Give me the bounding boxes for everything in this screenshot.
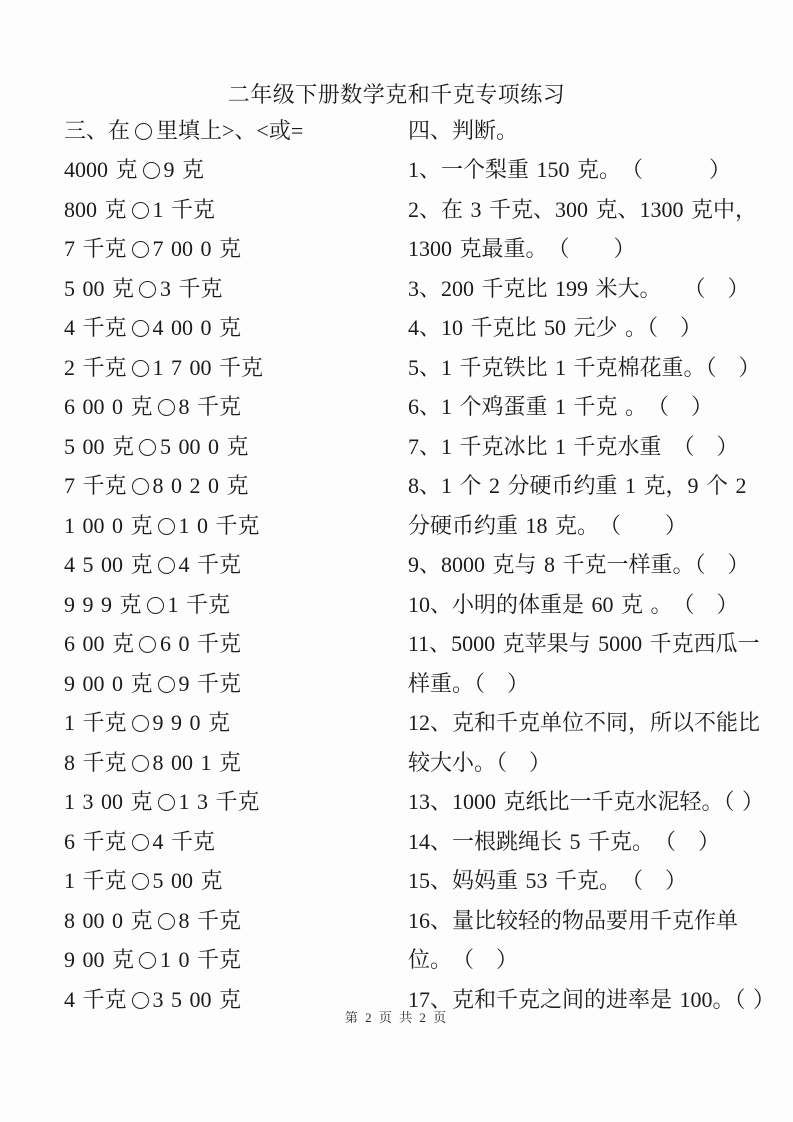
answer-circle-icon [139, 636, 156, 653]
right-value: 5 00 克 [152, 868, 223, 893]
left-value: 7 千克 [64, 473, 127, 498]
left-value: 1 00 0 克 [64, 512, 153, 538]
answer-circle-icon [132, 360, 149, 377]
right-value: 4 00 0 克 [152, 315, 242, 340]
answer-circle-icon [132, 202, 149, 219]
judgment-line: 2、在 3 千克、300 克、1300 克中， [408, 196, 758, 222]
comparison-item [64, 229, 408, 269]
comparison-column [64, 150, 408, 1019]
comparison-item [64, 427, 408, 467]
answer-circle-icon [158, 518, 175, 535]
left-value: 1 千克 [64, 868, 127, 893]
right-value: 9 克 [163, 157, 205, 182]
judgment-line: 样重。（ ） [408, 670, 530, 696]
comparison-item [64, 901, 408, 941]
answer-circle-icon [132, 992, 149, 1009]
judgment-line: 7、1 千克冰比 1 千克水重 （ ） [408, 433, 739, 459]
judgment-line: 15、妈妈重 53 千克。 （ ） [408, 868, 688, 893]
right-value: 8 0 2 0 克 [152, 473, 249, 498]
right-value: 9 千克 [178, 670, 242, 696]
right-value: 7 00 0 克 [152, 236, 242, 261]
answer-circle-icon [132, 873, 149, 890]
comparison-item [64, 506, 408, 546]
comparison-item [64, 190, 408, 230]
left-value: 5 00 克 [64, 275, 135, 301]
section-fill-compare-heading [64, 114, 303, 145]
left-value: 4 5 00 克 [64, 552, 153, 577]
answer-circle-icon [158, 913, 175, 930]
heading-text-post: 里填上>、<或= [156, 118, 304, 143]
right-value: 1 3 千克 [178, 789, 260, 814]
left-value: 4 千克 [64, 315, 127, 340]
judgment-line: 17、克和千克之间的进率是 100。（ ） [408, 986, 776, 1012]
judgment-line: 12、克和千克单位不同，所以不能比 [408, 710, 761, 735]
right-value: 3 千克 [160, 275, 223, 301]
answer-circle-icon [132, 755, 149, 772]
right-value: 9 9 0 克 [152, 710, 231, 735]
left-value: 8 00 0 克 [64, 907, 153, 933]
judgment-line: 9、8000 克与 8 千克一样重。（ ） [408, 552, 750, 577]
right-value: 8 千克 [178, 394, 242, 419]
comparison-item [64, 940, 408, 980]
right-value: 1 7 00 千克 [152, 354, 264, 380]
right-value: 4 千克 [178, 552, 242, 577]
right-value: 4 千克 [152, 828, 216, 854]
right-value: 5 00 0 克 [160, 433, 249, 459]
heading-text-pre: 三、在 [64, 118, 131, 143]
comparison-item [64, 545, 408, 585]
answer-circle-icon [132, 715, 149, 732]
left-value: 1 3 00 克 [64, 789, 153, 814]
judgment-line: 5、1 千克铁比 1 千克棉花重。（ ） [408, 354, 761, 380]
page-title: 二年级下册数学克和千克专项练习 [227, 82, 566, 107]
left-value: 5 00 克 [64, 433, 135, 459]
left-value: 6 千克 [64, 828, 127, 854]
comparison-item [64, 664, 408, 704]
right-value: 8 00 1 克 [152, 749, 242, 775]
answer-circle-icon [158, 399, 175, 416]
answer-circle-icon [132, 834, 149, 851]
judgment-line: 4、10 千克比 50 元少 。（ ） [408, 315, 703, 340]
left-value: 7 千克 [64, 236, 127, 261]
answer-circle-icon [132, 320, 149, 337]
right-value: 1 0 千克 [178, 512, 260, 538]
comparison-item [64, 348, 408, 388]
answer-circle-icon [158, 557, 175, 574]
right-value: 1 千克 [167, 591, 231, 617]
answer-circle-icon [158, 794, 175, 811]
left-value: 8 千克 [64, 749, 127, 775]
answer-circle-icon [147, 597, 164, 614]
judgment-line: 1300 克最重。 （ ） [408, 236, 636, 261]
comparison-item [64, 743, 408, 783]
judgment-line: 8、1 个 2 分硬币约重 1 克，9 个 2 [408, 473, 747, 498]
right-value: 6 0 千克 [160, 631, 242, 656]
right-value: 8 千克 [178, 907, 242, 933]
comparison-item [64, 150, 408, 190]
comparison-item [64, 308, 408, 348]
judgment-line: 10、小明的体重是 60 克 。 （ ） [408, 591, 739, 617]
left-value: 6 00 0 克 [64, 394, 153, 419]
comparison-item [64, 585, 408, 625]
section-true-false-heading: 四、判断。 [408, 118, 519, 143]
left-value: 1 千克 [64, 710, 127, 735]
answer-circle-icon [132, 478, 149, 495]
comparison-item [64, 466, 408, 506]
left-value: 9 9 9 克 [64, 591, 142, 617]
comparison-item [64, 387, 408, 427]
judgment-line: 1、一个梨重 150 克。 （ ） [408, 157, 732, 182]
page-number: 第 2 页 共 2 页 [344, 1010, 449, 1025]
judgment-line: 16、量比较轻的物品要用千克作单 [408, 907, 739, 933]
comparison-item [64, 624, 408, 664]
comparison-item [64, 861, 408, 901]
right-value: 1 千克 [152, 196, 216, 222]
left-value: 4 千克 [64, 986, 127, 1012]
judgment-line: 13、1000 克纸比一千克水泥轻。（ ） [408, 789, 765, 814]
judgment-column [408, 150, 793, 1019]
left-value: 9 00 0 克 [64, 670, 153, 696]
right-value: 3 5 00 克 [152, 986, 242, 1012]
judgment-line: 位。 （ ） [408, 947, 519, 972]
left-value: 6 00 克 [64, 631, 135, 656]
answer-circle-icon [158, 676, 175, 693]
comparison-item [64, 822, 408, 862]
left-value: 4000 克 [64, 157, 138, 182]
answer-circle-icon [139, 281, 156, 298]
judgment-line: 14、一根跳绳长 5 千克。 （ ） [408, 828, 721, 854]
comparison-item [64, 269, 408, 309]
left-value: 9 00 克 [64, 947, 135, 972]
answer-circle-icon [143, 162, 160, 179]
answer-circle-icon [132, 241, 149, 258]
judgment-line: 11、5000 克苹果与 5000 千克西瓜一 [408, 631, 760, 656]
comparison-item [64, 782, 408, 822]
answer-circle-icon [139, 952, 156, 969]
right-value: 1 0 千克 [160, 947, 242, 972]
left-value: 2 千克 [64, 354, 127, 380]
judgment-line: 3、200 千克比 199 米大。 （ ） [408, 275, 750, 301]
judgment-line: 分硬币约重 18 克。 （ ） [408, 512, 688, 538]
comparison-item [64, 703, 408, 743]
answer-circle-icon [139, 439, 156, 456]
answer-circle-icon [135, 123, 152, 140]
left-value: 800 克 [64, 196, 127, 222]
judgment-line: 较大小。（ ） [408, 749, 552, 775]
judgment-line: 6、1 个鸡蛋重 1 千克 。 （ ） [408, 394, 714, 419]
